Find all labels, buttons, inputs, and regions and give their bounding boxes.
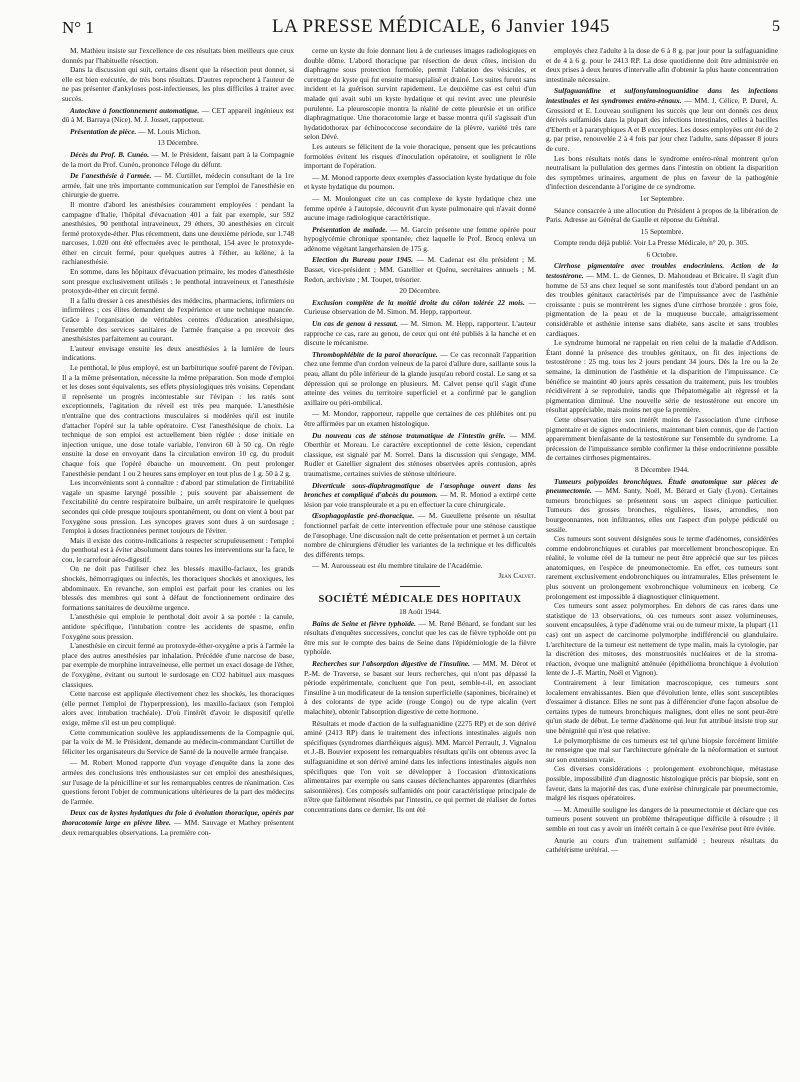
section-paragraph: Décès du Prof. B. Cunéo. — M. le Président, faisant part à la Compagnie de la mort du Prof. Cunéo, prononce l'éloge du défunt. [62,149,294,169]
section-paragraph: Tumeurs polypoïdes bronchiques. Étude anatomique sur pièces de pneumectomie. — MM. Santy, Noël, M. Bérard et Galy (Lyon). Certaines tumeurs bronchiques se présentent sous un aspect clinique particulier. Tumeurs des grosses bronches, régulières, lisses, arrondies, non bourgeonnantes, non infiltrantes, elles ont l'aspect d'un polype pédiculé ou sessile. [546,476,778,534]
body-paragraph: Ces tumeurs sont souvent désignées sous le terme d'adénomes, considérées comme endobronchiques et curables par morcellement bronchoscopique. En réalité, le volume réel de la tumeur ne peut être apprécié que sur les pièces anatomiques, en l'espèce de pneumonectomie. En effet, ces tumeurs sont rarement exclusivement endobronchiques ou intramurales. Elles présentent le plus souvent un prolongement exobronchique volumineux en iceberg. Ce prolongement est impossible à diagnostiquer cliniquement. [546,534,778,601]
section-title: Election du Bureau pour 1945. [312,255,414,265]
section-paragraph: — M. Aurousseau est élu membre titulaire de l'Académie. [312,561,483,571]
section-paragraph: Œsophagoplastie pré-thoracique. — M. Gueullette présente un résultat fonctionnel parfait de cette intervention effectuée pour une sténose caustique de l'œsophage. Une discussion naît de cette présentation et permet à un certain nombre de chirurgiens d'étudier les variantes de la technique et les difficultés des différents temps. [304,511,536,559]
section-paragraph: — M. Ameuille souligne les dangers de la pneumectomie et déclare que ces tumeurs posent souvent un problème thérapeutique difficile à résoudre ; il semble en tout cas y avoir un intérêt certain à ce que l'exérèse peut être évitée. [546,804,778,833]
date-heading: 8 Décembre 1944. [634,464,690,474]
body-paragraph: Les inconvénients sont à connaître : d'abord par stimulation de l'irritabilité vagale un spasme laryngé possible ; puis souvent par abaissement de l'excitabilité du centre respiratoire bulbaire, un arrêt respiratoire le quelques secondes qui cède presque toujours spontanément, ou dont on vient à bout par l'oxygène sous pression. Les syncopes graves sont dues à un surdosage ; l'emploi à doses fractionnées permet toujours de l'éviter. [62,478,294,536]
section-paragraph: Bains de Seine et fièvre typhoïde. — M. René Bénard, se fondant sur les résultats d'enquêtes successives, conclut que les cas de fièvre typhoïde ont pu être mis sur le compte des bains de Seine dans l'épidémiologie de la fièvre typhoïde. [304,618,536,657]
body-paragraph: Contrairement à leur limitation macroscopique, ces tumeurs sont localement envahissantes. Bien que d'évolution lente, elles sont susceptibles d'essaimer à distance. Elles ne sont pas à différencier d'une façon absolue de certains types de tumeurs bronchiques malignes, dont elles ne sont peut-être qu'un stade de début. Le terme d'adénome qui leur fut attribué insiste trop sur une bénignité qui n'est que relative. [546,678,778,735]
issue-number: N° 1 [62,18,94,37]
body-paragraph: Le penthotal, le plus employé, est un barbiturique soufré parent de l'évipan. Il a la même présentation, nécessite la même préparation. Son mode d'emploi et les doses sont équivalents, ses effets physiologiques très voisins. Cependant il représente un progrès incontestable sur l'évipan : les ratés sont exceptionnels, l'agitation du réveil est très peu marquée. L'anesthésie n'entraîne que des contractions musculaires si modérées qu'il est inutile d'attacher l'opéré sur la table opératoire. C'est l'anesthésique de choix. La technique de son emploi est actuellement bien réglée : dose initiale en injection unique, une dose totale variable, l'environ 60 à 50 cg. On règle ensuite la dose en envoyant dans la circulation environ 10 cg. du produit chaque fois que l'opéré ébauche un mouvement. On peut prolonger l'anesthésie pendant 1 ou 2 heures sans employer en tout plus de 1 g. 50 à 2 g. [62,363,294,478]
date-heading: 18 Août 1944. [399,607,441,617]
author-signature: Jean Calvet. [498,570,536,580]
body-paragraph: Il montre d'abord les anesthésies couramment employées : pendant la campagne d'Italie, l'hôpital d'évacuation 401 a fait par exemple, sur 592 anesthésies, 90 penthotal intraveineux, 29 éthers, 30 anesthésies en circuit fermé protoxyde-éther. Plus récemment, dans une deuxième période, sur 1.748 narcoses, 1.020 ont été effectuées avec le penthotal, 154 avec le protoxyde-éther en circuit fermé, pour quelques autres à l'éther, au kélène, à la rachianesthésie. [62,199,294,267]
section-paragraph: Diverticule sous-diaphragmatique de l'œsophage ouvert dans les bronches et compliqué d'abcès du poumon. — M. R. Monod a extirpé cette lésion par voie transpleurale et a pu en effectuer la cure chirurgicale. [304,480,536,509]
section-paragraph: Présentation de malade. — M. Garcin présente une femme opérée pour hypoglycémie chronique spontanée, chez laquelle le Prof. Brocq enleva un adénome végétant langerhansien de 175 g. [304,224,536,253]
section-paragraph: Thrombophlébite de la paroi thoracique. — Ce cas reconnaît l'apparition chez une femme d'un cordon veineux de la paroi d'allure dure, saillante sous la peau, allant du pôle inférieur de la glande jusqu'au rebord costal. Le sang et sa dépression qui se prolonge en plusieurs. M. Calvet pense qu'il s'agit d'une atteinte des veines du territoire superficiel et a confirmé par le ganglion axillaire ou péri-ombilical. [304,349,536,407]
section-paragraph: Election du Bureau pour 1945. — M. Cadenat est élu président ; M. Basset, vice-président ; MM. Gatellier et Quénu, secrétaires annuels ; M. Redon, archiviste ; M. Toupet, trésorier. [304,255,536,284]
section-title: Présentation de pièce. [70,126,137,136]
section-paragraph: Recherches sur l'absorption digestive de l'insuline. — MM. M. Dérot et P.-M. de Traverse, se basant sur leurs recherches, qui n'ont pas dépassé la période expérimentale, concluent que l'on peut, semble-t-il, en associant l'insuline à un modificateur de la tension superficielle (saponines, bicéraine) et à des colorants de type acide (rouge Congo) ou de type alcalin (vert malachite), obtenir l'absorption digestive de cette hormone. [304,659,536,716]
section-title: Un cas de genou à ressaut. [312,319,398,329]
section-title: Décès du Prof. B. Cunéo. [70,149,150,159]
column-2 [304,46,536,1066]
section-title: Deux cas de kystes hydatiques du foie à évolution thoracique, opérés par thoracotomie large en plèvre libre. [62,808,294,827]
section-title: Autoclave à fonctionnement automatique. [70,105,200,115]
body-paragraph: L'auteur envisage ensuite les deux anesthésies à la lumière de leurs indications. [62,343,294,363]
article-columns [62,46,780,1066]
body-paragraph: En somme, dans les hôpitaux d'évacuation primaire, les modes d'anesthésie sont presque exclusivement utilisés : le penthotal intraveineux et l'anesthésie protoxyde-éther en circuit fermé. [62,267,294,296]
column-3 [546,46,778,1066]
body-paragraph: M. Mathieu insiste sur l'excellence de ces résultats bien meilleurs que ceux donnés par l'habituelle résection. [62,46,294,65]
divider [400,586,440,587]
body-paragraph: Les auteurs se félicitent de la voie thoracique, pensent que les précautions formolées évitent les risques d'inoculation opératoire, et soulignent le rôle important de l'opération. [304,141,536,171]
section-paragraph: Sulfaguanidine et sulfonylaminoguanidine dans les infections intestinales et les syndromes entéro-rénaux. — MM. J. Célice, P. Durel, A. Grossiord et E. Louveau soulignent les succès que leur ont donnés ces deux dérivés sulfamidés dans la plupart des infections intestinales, celles à bacilles d'Eberth et à paratyphiques A et B exceptées. Les doses employées ont été de 2 g. par prise, renouvelée 2 à 4 fois par jour chez l'adulte, sans dépasser 8 jours de cure. [546,86,778,153]
body-paragraph: On ne doit pas l'utiliser chez les blessés maxillo-faciaux, les grands shockés, hémorragiques ou infectés, les thoraciques shockés et anoxiques, les abdominaux. En revanche, son emploi est parfait pour les cranies ou les blessés des membres qui sont à défaut de fonctionnement ordinaire des formations sanitaires de deuxième urgence. [62,564,294,612]
section-paragraph: Un cas de genou à ressaut. — M. Simon. M. Hepp, rapporteur. L'auteur rapproche ce cas, rare au genou, de ceux qui ont été publiés à la hanche et en discute le mécanisme. [304,319,536,348]
section-title: Œsophagoplastie pré-thoracique. [312,511,415,521]
body-paragraph: Cette observation tire son intérêt moins de l'association d'une cirrhose pigmentaire et de signes endocriniens, maintenant bien connus, que de l'action apparemment bienfaisante de la testostérone sur l'ensemble du syndrome. La précession de l'impuissance semble confirmer la thèse endocrinienne possible de certaines cirrhoses pigmentaires. [546,414,778,463]
section-title: Diverticule sous-diaphragmatique de l'œsophage ouvert dans les bronches et compliqué d'abcès du poumon. [304,480,536,500]
section-paragraph: Présentation de pièce. — M. Louis Michon. [70,126,201,136]
body-paragraph: Il a fallu dresser à ces anesthésies des médecins, pharmaciens, infirmiers ou infirmières ; ces élites demandent de l'expérience et une technique nuancée. Grâce à l'organisation de véritables centres d'éducation anesthésique, l'ensemble des services sanitaires de l'armée française a pu recevoir des anesthésistes parfaitement au courant. [62,295,294,344]
section-paragraph: Exclusion complète de la moitié droite du côlon tolérée 22 mois. — Curieuse observation de M. Simon. M. Hepp, rapporteur. [304,297,536,317]
body-paragraph: cerne un kyste du foie donnant lieu à de curieuses images radiologiques en double dôme. L'abord thoracique par résection de deux côtes, incision du diaphragme sous protection formolée, permit l'ablation des vésicules, et curettage du kyste qui fut ensuite marsupialisé et drainé. Les suites furent sans incident et la guérison survint rapidement. Le deuxième cas est celui d'un malade qui avait subi un kyste hydatique et qui revint avec une pleurésie purulente. La pleuroscopie montra la réalité de cette pleurésie et un orifice diaphragmatique. Une thoracotomie large et basse montra qu'il s'agissait d'un hydatidothorax par échinococcose secondaire de la plèvre, variété très rare selon Dévé. [304,46,536,142]
section-title: Sulfaguanidine et sulfonylaminoguanidine dans les infections intestinales et les syndromes entéro-rénaux. [546,86,778,105]
section-title: Exclusion complète de la moitié droite du côlon tolérée 22 mois. [312,297,525,307]
body-paragraph: Cette narcose est appliquée électivement chez les shockés, les thoraciques (elle permet l'emploi de l'hyperpression), les maxillo-faciaux (son l'emploi alors avec intubation trachéale). D'où l'intérêt d'avoir le dispositif qu'elle exige, même s'il est un peu compliqué. [62,689,294,727]
section-paragraph: — M. Moulonguet cite un cas complexe de kyste hydatique chez une femme opérée à l'autopsie, découvrit d'un kyste pulmonaire qui n'avait donné aucune image radiologique caractéristique. [304,193,536,223]
section-title: Bains de Seine et fièvre typhoïde. [312,618,416,628]
section-paragraph: — M. Robert Monod rapporte d'un voyage d'enquête dans la zone des armées des conclusions très enthousiastes sur cet emploi des anesthésiques, sur l'usage de la pénicilline et sur les remarquables centres de réanimation. Ces questions feront l'objet de communications ultérieures de la part des médecins de l'armée. [62,758,294,806]
body-paragraph: Les bons résultats notés dans le syndrome entéro-rénal montrent qu'on neutralisant la pullulation des germes dans l'intestin on obtient la disparition des symptômes urinaires, argument de plus en faveur de la pathogénie d'infection descendante à l'origine de ce syndrome. [546,153,778,192]
section-paragraph: — M. Mondor, rapporteur, rappelle que certaines de ces phlébites ont pu être affirmées par un examen histologique. [304,409,536,428]
section-paragraph: — M. Monod rapporte deux exemples d'association kyste hydatique du foie et kyste hydatique du poumon. [304,172,536,192]
section-paragraph: Deux cas de kystes hydatiques du foie à évolution thoracique, opérés par thoracotomie large en plèvre libre. — MM. Sauvage et Mathey présentent deux remarquables observations. La première con- [62,808,294,837]
section-title: Présentation de malade. [312,224,388,234]
column-1 [62,46,294,1066]
date-heading: 15 Septembre. [640,226,684,236]
section-title: Recherches sur l'absorption digestive de l'insuline. [312,659,471,669]
section-paragraph: Anurie au cours d'un traitement sulfamidé ; heureux résultats du cathétérisme urétéral. — [546,835,778,855]
body-paragraph: Ces diverses considérations : prolongement exobronchique, métastase possible, impossibilité d'un diagnostic histologique précis par biopsie, sont en faveur, dans la majorité des cas, d'une exérèse chirurgicale par pneumectomie, malgré les risques opératoires. [546,764,778,803]
section-title: Thrombophlébite de la paroi thoracique. [312,349,438,359]
page-number: 5 [772,18,780,35]
section-paragraph: Séance consacrée à une allocution du Président à propos de la libération de Paris. Adresse au Général de Gaulle et réponse du Général. [546,205,778,225]
body-paragraph: L'anesthésie en circuit fermé au protoxyde-éther-oxygène a pris à l'armée la place des autres anesthésies par inhalation. Précédée d'une narcose de base, par exemple de morphine intraveineuse, elle permet un exact dosage de l'éther, de l'oxygène, évitant ou surtout le surdosage en CO2 habituel aux masques classiques. [62,641,294,689]
section-paragraph: Du nouveau cas de sténose traumatique de l'intestin grêle. — MM. Oberthür et Moreau. Le caractère exceptionnel de cette lésion, cependant classique, est signalé par M. Sorrel. Dans la discussion qui s'engage, MM. Rudler et Gatellier signalent des sténoses observées après contusion, après traumatisme, certaines suivies de sténose ultérieure. [304,430,536,478]
date-heading: 13 Décembre. [157,138,199,148]
section-paragraph: De l'anesthésie à l'armée. — M. Curtillet, médecin consultant de la 1re armée, fait une très importante communication sur l'emploi de l'anesthésie en chirurgie de guerre. [62,171,294,200]
body-paragraph: Ces tumeurs sont assez polymorphes. En dehors de cas rares dans une statistique de 13 observations, où ces tumeurs sont assez volumineuses, souvent encapsulées, à type d'adénome vrai ou de tumeur mixte, la plupart (11 cas) ont un aspect de carcinome polymorphe indifférencié ou glandulaire. L'architecture de la tumeur est nettement de type malin, mais la cytologie, par la discrétion des mitoses, des monstruosités nucléaires et de la stroma-réaction, évoque une malignité atténuée (épithélioma bronchique à évolution lente de J.-F. Martin, Noël et Vignon). [546,601,778,678]
body-paragraph: Compte rendu déjà publié. Voir La Presse Médicale, n° 20, p. 305. [554,238,749,248]
society-heading: SOCIÉTÉ MÉDICALE DES HOPITAUX [318,594,522,606]
body-paragraph: employés chez l'adulte à la dose de 6 à 8 g. par jour pour la sulfaguanidine et de 4 à 6 g. pour le 2413 RP. La dose quotidienne doit être administrée en deux prises à deux heures d'intervalle afin d'obtenir la plus haute concentration intestinale nécessaire. [546,46,778,84]
date-heading: 20 Décembre. [399,286,441,296]
section-title: Cirrhose pigmentaire avec troubles endocriniens. Action de la testostérone. [546,261,778,281]
body-paragraph: Le syndrome humoral ne rappelait en rien celui de la maladie d'Addison. Étant donné la présence des troubles génitaux, on fit des injections de testostérone : 25 mg. tous les 2 jours pendant 34 jours. Dès la 1re ou la 2e semaine, la diminution de l'asthénie et la disparition de l'impuissance. Ce bénéfice se maintint 40 jours après cessation du traitement, puis les troubles récidivèrent à se reproduire, tandis que l'hépatomégalie ait régressé et la pigmentation diminué. Une nouvelle série de testostérone eut encore un résultat appréciable, mais moins net que la première. [546,338,778,415]
body-paragraph: Mais il existe des contre-indications à respecter scrupuleusement : l'emploi du penthotal est à éviter absolument dans toutes les interventions sur la face, le cou, le carrefour aéro-digestif. [62,535,294,564]
body-paragraph: Le polymorphisme de ces tumeurs est tel qu'une biopsie forcément limitée ne renseigne que mal sur l'architecture générale de la néoformation et surtout sur son extension vraie. [546,735,778,764]
section-title: Tumeurs polypoïdes bronchiques. Étude anatomique sur pièces de pneumectomie. [546,476,778,496]
section-title: Du nouveau cas de sténose traumatique de l'intestin grêle. [312,430,506,440]
journal-title: LA PRESSE MÉDICALE, 6 Janvier 1945 [272,16,610,37]
date-heading: 6 Octobre. [646,249,678,259]
date-heading: 1er Septembre. [639,193,685,203]
section-title: De l'anesthésie à l'armée. [70,171,152,181]
section-paragraph: Cirrhose pigmentaire avec troubles endocriniens. Action de la testostérone. — MM. L. de Gennes, D. Mahoudeau et Bricaire. Il s'agit d'un homme de 53 ans chez lequel se sont manifestés tout d'abord pendant un an des troubles génitaux caractérisés par de l'impuissance avec de l'asthénie croissante : puis se montrèrent les signes d'une cirrhose bronzée : gros foie, pigmentation de la peau et de la muqueuse buccale, amaigrissement considérable et asthénie intense sans diabète, sans ascite et sans troubles cardiaques. [546,261,778,338]
body-paragraph: L'anesthésie qui emploie le penthotal doit avoir à sa portée : la canule, antidote spécifique, l'intubation contre les accidents de spasme, enfin l'oxygène sous pression. [62,612,294,641]
section-paragraph: Résultats et mode d'action de la sulfaguanidine (2275 RP) et de son dérivé aminé (2413 RP) dans le traitement des infections intestinales aiguës non spécifiques (syndromes diarrhéiques aigus). MM. Marcel Perrault, J. Vignalou et J.-B. Bouvier exposent les remarquables résultats qu'ils ont obtenus avec la sulfaguanidine et son dérivé aminé dans les infections intestinales aiguës non spécifiques que l'on voit se développer à l'occasion d'intoxications alimentaires par exemple ou sans causes déclenchantes apparentes (diarrhées saisonnières). Ces composés sulfamidés ont pour caractéristique principale de n'être que faiblement résorbés par l'intestin, ce qui permet de réaliser de fortes concentrations dans ce dernier. Ils ont été [304,718,536,814]
body-paragraph: Cette communication soulève les applaudissements de la Compagnie qui, par la voix de M. le Président, demande au médecin-commandant Curtillet de féliciter les organisateurs du Service de Santé de la nouvelle armée française. [62,727,294,756]
body-paragraph: Dans la discussion qui suit, certains disent que la résection peut donner, si elle est bien exécutée, de très bons résultats. D'autres reprochent à l'auteur de ne pas présenter d'ankyloses post-infectieuses, les plus difficiles à traiter avec succès. [62,65,294,103]
section-paragraph: Autoclave à fonctionnement automatique. — CET appareil ingénieux est dû à M. Barraya (Nice). M. J. Josset, rapporteur. [62,105,294,125]
page-header [62,14,780,40]
